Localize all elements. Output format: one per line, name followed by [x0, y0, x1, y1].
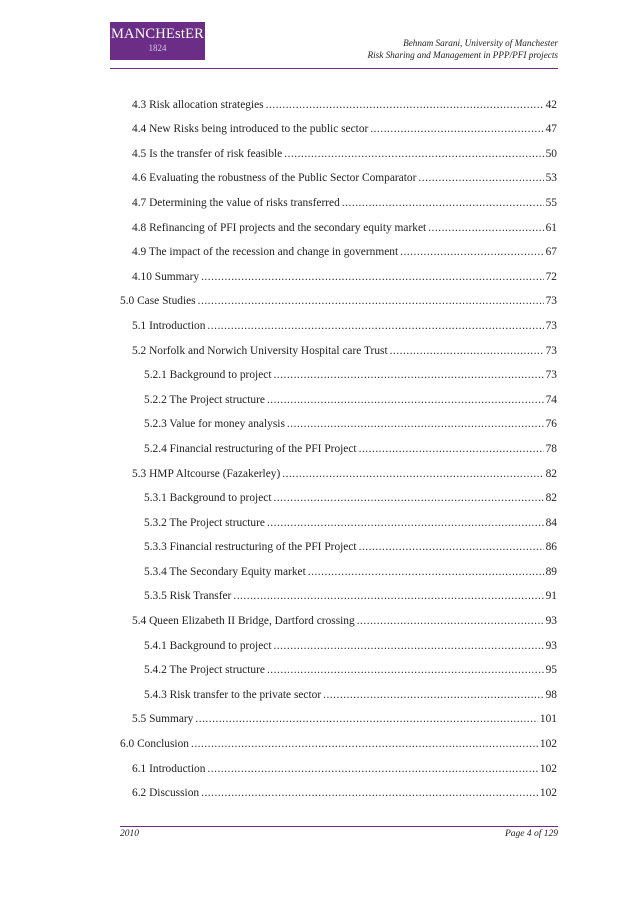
toc-entry-page: 89 — [545, 565, 557, 578]
toc-entry-title: 5.2.1 Background to project — [144, 369, 272, 382]
toc-entry-title: 5.2.3 Value for money analysis — [144, 418, 285, 431]
toc-entry-title: 6.0 Conclusion — [120, 738, 189, 751]
toc-entry-page: 53 — [545, 172, 557, 185]
toc-entry[interactable] — [120, 555, 557, 580]
toc-entry-title: 4.8 Refinancing of PFI projects and the secondary equity market — [132, 221, 427, 234]
header-rule — [110, 68, 558, 69]
toc-dot-leader — [201, 785, 538, 801]
toc-entry-page: 73 — [545, 369, 557, 382]
toc-entry-page: 55 — [545, 196, 557, 209]
toc-entry[interactable] — [120, 678, 557, 703]
toc-entry[interactable] — [120, 432, 557, 457]
toc-dot-leader — [282, 466, 543, 482]
university-logo — [110, 22, 205, 60]
toc-dot-leader — [342, 195, 544, 211]
footer-page-number: Page 4 of 129 — [504, 829, 558, 839]
toc-dot-leader — [191, 736, 538, 752]
toc-entry-title: 5.2 Norfolk and Norwich University Hospital care Trust — [132, 344, 388, 357]
toc-entry[interactable] — [120, 703, 557, 728]
toc-dot-leader — [233, 588, 543, 604]
toc-entry[interactable] — [120, 654, 557, 679]
toc-entry-page: 73 — [545, 319, 557, 332]
toc-entry[interactable] — [120, 482, 557, 507]
toc-entry-title: 4.4 New Risks being introduced to the public sector — [132, 123, 369, 136]
toc-dot-leader — [207, 761, 538, 777]
toc-entry-title: 5.2.4 Financial restructuring of the PFI Project — [144, 442, 357, 455]
toc-entry[interactable] — [120, 383, 557, 408]
toc-dot-leader — [273, 638, 543, 654]
toc-dot-leader — [428, 220, 543, 236]
header-author: Behnam Sarani, University of Manchester — [403, 38, 558, 48]
toc-dot-leader — [400, 244, 543, 260]
toc-entry-page: 73 — [545, 344, 557, 357]
toc-dot-leader — [418, 170, 543, 186]
toc-dot-leader — [359, 539, 544, 555]
toc-entry-title: 4.6 Evaluating the robustness of the Public Sector Comparator — [132, 172, 417, 185]
toc-dot-leader — [308, 564, 544, 580]
footer-rule — [120, 826, 558, 827]
toc-dot-leader — [287, 416, 544, 432]
toc-entry[interactable] — [120, 457, 557, 482]
toc-entry-page: 67 — [545, 246, 557, 259]
toc-dot-leader — [267, 392, 544, 408]
page-header — [367, 37, 558, 61]
toc-dot-leader — [370, 121, 543, 137]
toc-entry[interactable] — [120, 408, 557, 433]
toc-dot-leader — [201, 269, 544, 285]
toc-entry-page: 82 — [545, 492, 557, 505]
toc-entry[interactable] — [120, 162, 557, 187]
toc-entry-page: 102 — [539, 738, 557, 751]
toc-entry-title: 5.3.1 Background to project — [144, 492, 272, 505]
toc-entry-title: 5.4.1 Background to project — [144, 639, 272, 652]
toc-entry[interactable] — [120, 752, 557, 777]
toc-entry-page: 91 — [545, 590, 557, 603]
toc-entry[interactable] — [120, 211, 557, 236]
toc-entry-page: 42 — [545, 98, 557, 111]
toc-entry-page: 74 — [545, 393, 557, 406]
toc-entry[interactable] — [120, 359, 557, 384]
toc-entry-title: 5.3.2 The Project structure — [144, 516, 265, 529]
toc-entry[interactable] — [120, 604, 557, 629]
toc-entry-title: 4.5 Is the transfer of risk feasible — [132, 147, 283, 160]
toc-entry-title: 4.9 The impact of the recession and change in government — [132, 246, 399, 259]
toc-dot-leader — [266, 97, 544, 113]
toc-entry-page: 73 — [545, 295, 557, 308]
toc-dot-leader — [198, 293, 544, 309]
toc-dot-leader — [323, 687, 543, 703]
toc-dot-leader — [273, 490, 543, 506]
logo-name: MANCHEstER — [110, 26, 205, 42]
toc-entry[interactable] — [120, 309, 557, 334]
toc-dot-leader — [195, 711, 538, 727]
toc-entry[interactable] — [120, 88, 557, 113]
toc-entry-title: 5.0 Case Studies — [120, 295, 196, 308]
toc-entry-title: 5.5 Summary — [132, 713, 194, 726]
toc-entry[interactable] — [120, 186, 557, 211]
toc-dot-leader — [357, 613, 544, 629]
toc-entry-title: 5.4.2 The Project structure — [144, 664, 265, 677]
toc-entry-title: 5.3.3 Financial restructuring of the PFI Project — [144, 541, 357, 554]
toc-dot-leader — [284, 146, 543, 162]
toc-entry[interactable] — [120, 285, 557, 310]
toc-entry[interactable] — [120, 260, 557, 285]
toc-entry-title: 4.10 Summary — [132, 270, 200, 283]
toc-entry-title: 5.3.5 Risk Transfer — [144, 590, 232, 603]
toc-entry-title: 6.2 Discussion — [132, 787, 200, 800]
header-title: Risk Sharing and Management in PPP/PFI projects — [367, 50, 558, 60]
toc-dot-leader — [273, 367, 543, 383]
toc-entry-title: 5.3.4 The Secondary Equity market — [144, 565, 306, 578]
toc-entry-page: 76 — [545, 418, 557, 431]
toc-entry-page: 78 — [545, 442, 557, 455]
toc-entry-page: 102 — [539, 787, 557, 800]
toc-entry-page: 61 — [545, 221, 557, 234]
toc-entry[interactable] — [120, 531, 557, 556]
toc-entry-title: 6.1 Introduction — [132, 762, 206, 775]
logo-year: 1824 — [148, 43, 167, 53]
toc-entry-title: 5.4 Queen Elizabeth II Bridge, Dartford crossing — [132, 615, 355, 628]
toc-entry-page: 72 — [545, 270, 557, 283]
toc-entry-title: 5.4.3 Risk transfer to the private sector — [144, 688, 322, 701]
toc-entry-page: 101 — [539, 713, 557, 726]
toc-entry[interactable] — [120, 334, 557, 359]
toc-entry-title: 4.7 Determining the value of risks transferred — [132, 196, 340, 209]
toc-entry[interactable] — [120, 777, 557, 802]
toc-entry-page: 47 — [545, 123, 557, 136]
toc-entry-title: 4.3 Risk allocation strategies — [132, 98, 264, 111]
toc-dot-leader — [359, 441, 544, 457]
toc-entry[interactable] — [120, 727, 557, 752]
table-of-contents — [120, 88, 557, 801]
toc-entry-page: 50 — [545, 147, 557, 160]
toc-entry[interactable] — [120, 629, 557, 654]
toc-entry[interactable] — [120, 506, 557, 531]
toc-dot-leader — [267, 662, 544, 678]
toc-entry[interactable] — [120, 113, 557, 138]
toc-dot-leader — [207, 318, 543, 334]
toc-entry-page: 86 — [545, 541, 557, 554]
toc-dot-leader — [390, 343, 544, 359]
toc-entry-page: 98 — [545, 688, 557, 701]
toc-entry-page: 102 — [539, 762, 557, 775]
toc-entry-page: 84 — [545, 516, 557, 529]
footer-year: 2010 — [120, 829, 139, 839]
toc-entry-page: 93 — [545, 639, 557, 652]
toc-entry[interactable] — [120, 137, 557, 162]
toc-entry-title: 5.3 HMP Altcourse (Fazakerley) — [132, 467, 281, 480]
toc-entry-page: 82 — [545, 467, 557, 480]
toc-entry[interactable] — [120, 236, 557, 261]
toc-entry-title: 5.1 Introduction — [132, 319, 206, 332]
toc-entry-title: 5.2.2 The Project structure — [144, 393, 265, 406]
toc-dot-leader — [267, 515, 544, 531]
toc-entry-page: 93 — [545, 615, 557, 628]
toc-entry-page: 95 — [545, 664, 557, 677]
toc-entry[interactable] — [120, 580, 557, 605]
